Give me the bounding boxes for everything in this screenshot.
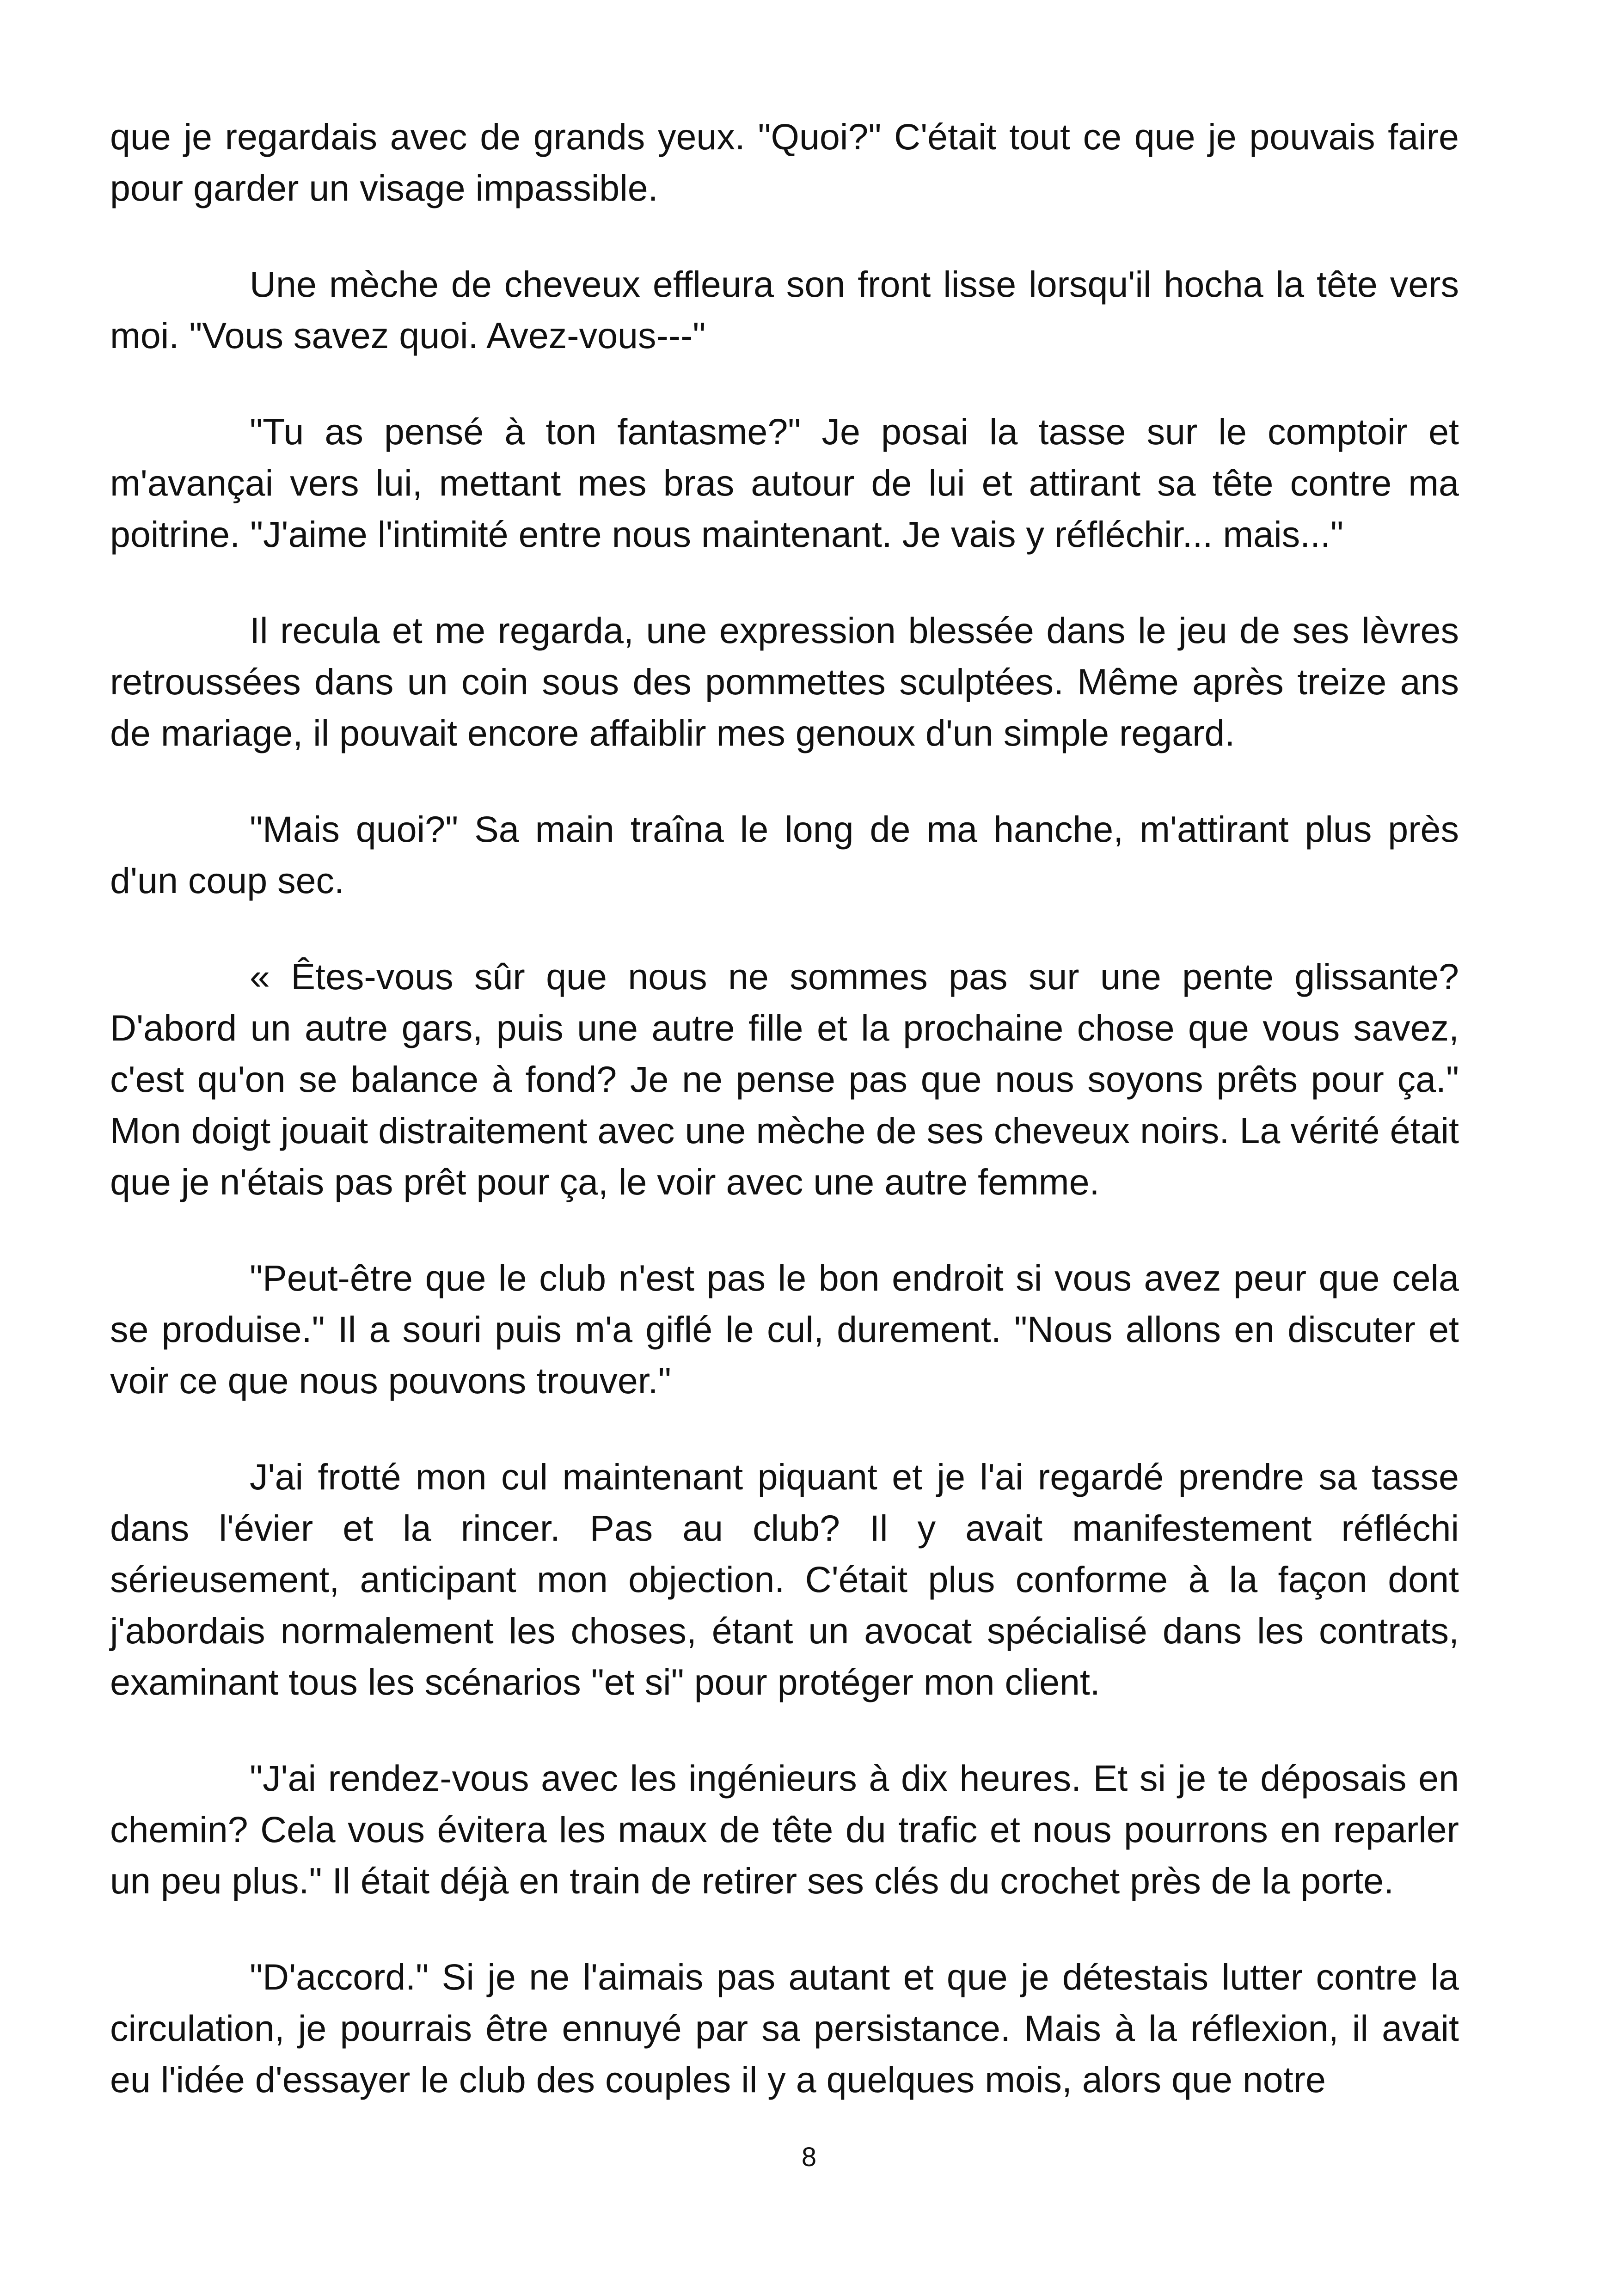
page-number: 8 [801,2142,817,2172]
body-text [110,111,1459,2105]
paragraph-5: "Mais quoi?" Sa main traîna le long de ma hanche, m'attirant plus près d'un coup sec. [110,808,1459,901]
paragraph-9: "J'ai rendez-vous avec les ingénieurs à dix heures. Et si je te déposais en chemin? Cela vous évitera les maux de tête du trafic et nous pourrons en reparler un peu plus." Il était déjà en train de retirer ses clés du crochet près de la porte. [110,1757,1459,1901]
paragraph-1: que je regardais avec de grands yeux. "Quoi?" C'était tout ce que je pouvais faire pour garder un visage impassible. [110,116,1459,208]
paragraph-3: "Tu as pensé à ton fantasme?" Je posai la tasse sur le comptoir et m'avançai vers lui, mettant mes bras autour de lui et attirant sa tête contre ma poitrine. "J'aime l'intimité entre nous maintenant. Je vais y réfléchir... mais..." [110,411,1459,555]
paragraph-4: Il recula et me regarda, une expression blessée dans le jeu de ses lèvres retroussées dans un coin sous des pommettes sculptées. Même après treize ans de mariage, il pouvait encore affaiblir mes genoux d'un simple regard. [110,610,1459,753]
paragraph-8: J'ai frotté mon cul maintenant piquant et je l'ai regardé prendre sa tasse dans l'évier et la rincer. Pas au club? Il y avait manifestement réfléchi sérieusement, anticipant mon objection. C'était plus conforme à la façon dont j'abordais normalement les choses, étant un avocat spécialisé dans les contrats, examinant tous les scénarios "et si" pour protéger mon client. [110,1456,1459,1702]
paragraph-7: "Peut-être que le club n'est pas le bon endroit si vous avez peur que cela se produise." Il a souri puis m'a giflé le cul, durement. "Nous allons en discuter et voir ce que nous pouvons trouver." [110,1257,1459,1401]
paragraph-10: "D'accord." Si je ne l'aimais pas autant et que je détestais lutter contre la circulation, je pourrais être ennuyé par sa persistance. Mais à la réflexion, il avait eu l'idée d'essayer le club des couples il y a quelques mois, alors que notre [110,1956,1459,2100]
paragraph-2: Une mèche de cheveux effleura son front lisse lorsqu'il hocha la tête vers moi. "Vous savez quoi. Avez-vous---" [110,263,1459,356]
paragraph-6: « Êtes-vous sûr que nous ne sommes pas sur une pente glissante? D'abord un autre gars, puis une autre fille et la prochaine chose que vous savez, c'est qu'on se balance à fond? Je ne pense pas que nous soyons prêts pour ça." Mon doigt jouait distraitement avec une mèche de ses cheveux noirs. La vérité était que je n'étais pas prêt pour ça, le voir avec une autre femme. [110,956,1459,1202]
